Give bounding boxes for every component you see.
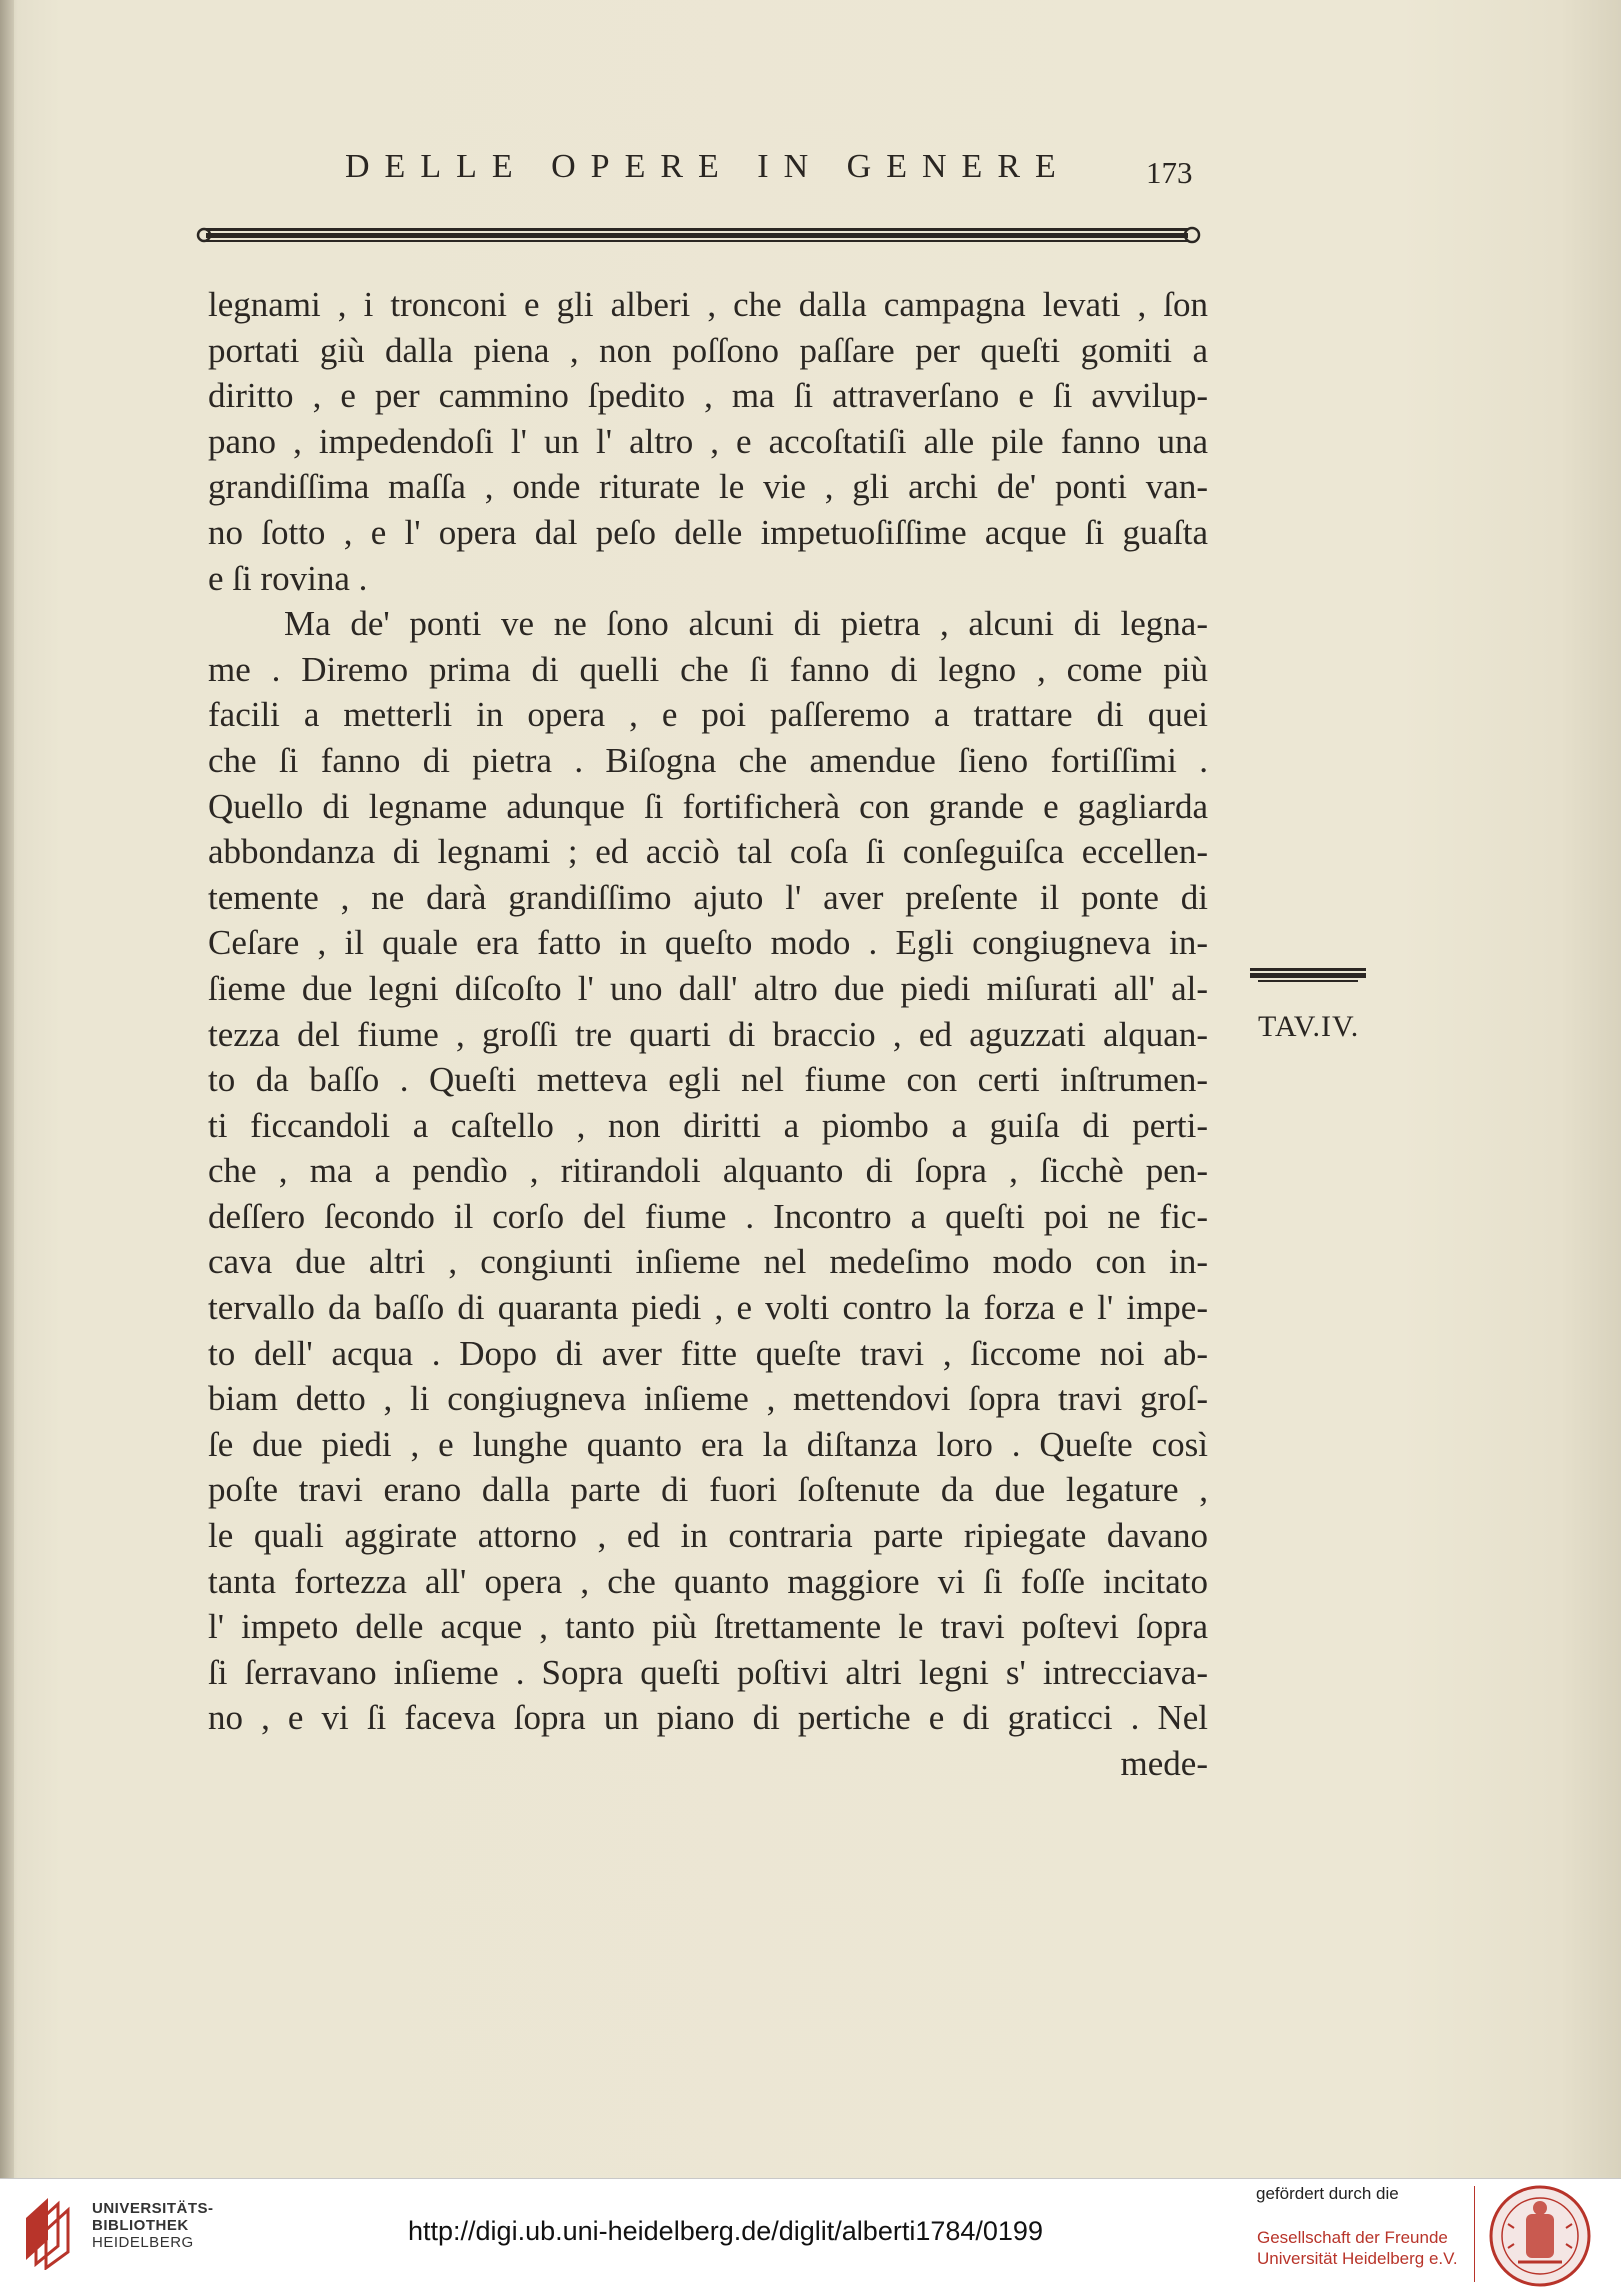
text-line: ſe due piedi , e lunghe quanto era la diſtanza loro . Queſte così xyxy=(208,1424,1208,1464)
footer-divider xyxy=(1474,2186,1475,2282)
sponsor-name-line: Universität Heidelberg e.V. xyxy=(1257,2249,1458,2268)
text-line: grandiſſima maſſa , onde riturate le vie , gli archi de' ponti van- xyxy=(208,467,1208,507)
text-line: pano , impedendoſi l' un l' altro , e accoſtatiſi alle pile fanno una xyxy=(208,421,1208,461)
library-name-line: UNIVERSITÄTS- xyxy=(92,2200,214,2217)
text-line: me . Diremo prima di quelli che ſi fanno di legno , come più xyxy=(208,649,1208,689)
text-line: ſi ſerravano inſieme . Sopra queſti poſtivi altri legni s' intrecciava- xyxy=(208,1652,1208,1692)
page-number: 173 xyxy=(1146,155,1193,190)
text-line: to da baſſo . Queſti metteva egli nel fiume con certi inſtrumen- xyxy=(208,1060,1208,1100)
plate-reference: TAV.IV. xyxy=(1258,1010,1360,1043)
library-name[interactable] xyxy=(92,2200,214,2251)
university-seal-icon xyxy=(1488,2184,1592,2288)
text-line: diritto , e per cammino ſpedito , ma ſi attraverſano e ſi avvilup- xyxy=(208,376,1208,416)
header-rule-ornament xyxy=(196,222,1202,248)
text-line: poſte travi erano dalla parte di fuori ſoſtenute da due legature , xyxy=(208,1470,1208,1510)
text-line: facili a metterli in opera , e poi paſſeremo a trattare di quei xyxy=(208,695,1208,735)
text-line: tezza del fiume , groſſi tre quarti di braccio , ed aguzzati alquan- xyxy=(208,1014,1208,1054)
university-library-logo-icon xyxy=(18,2190,78,2270)
text-line: ſieme due legni diſcoſto l' uno dall' altro due piedi miſurati all' al- xyxy=(208,968,1208,1008)
text-line: Ma de' ponti ve ne ſono alcuni di pietra , alcuni di legna- xyxy=(284,604,1208,644)
text-line: ti ficcandoli a caſtello , non diritti a piombo a guiſa di perti- xyxy=(208,1105,1208,1145)
body-text xyxy=(208,282,1208,1787)
text-line: no , e vi ſi faceva ſopra un piano di pertiche e di graticci . Nel xyxy=(208,1698,1208,1738)
text-line: le quali aggirate attorno , ed in contraria parte ripiegate davano xyxy=(208,1516,1208,1556)
sponsor-name[interactable] xyxy=(1257,2227,1458,2269)
page-spine-shadow xyxy=(0,0,14,2178)
text-line: Quello di legname adunque ſi fortificherà con grande e gagliarda xyxy=(208,786,1208,826)
text-line: temente , ne darà grandiſſimo ajuto l' aver preſente il ponte di xyxy=(208,877,1208,917)
text-line: Ceſare , il quale era fatto in queſto modo . Egli congiugneva in- xyxy=(208,923,1208,963)
text-line: biam detto , li congiugneva inſieme , mettendovi ſopra travi groſ- xyxy=(208,1379,1208,1419)
margin-ornament xyxy=(1248,966,1368,986)
text-line: deſſero ſecondo il corſo del fiume . Incontro a queſti poi ne fic- xyxy=(208,1196,1208,1236)
sponsor-intro: gefördert durch die xyxy=(1256,2184,1399,2203)
text-line: portati giù dalla piena , non poſſono paſſare per queſti gomiti a xyxy=(208,330,1208,370)
text-line: no ſotto , e l' opera dal peſo delle impetuoſiſſime acque ſi guaſta xyxy=(208,512,1208,552)
text-line: che ſi fanno di pietra . Biſogna che amendue ſieno fortiſſimi . xyxy=(208,740,1208,780)
text-line: tervallo da baſſo di quaranta piedi , e volti contro la forza e l' impe- xyxy=(208,1288,1208,1328)
text-line: to dell' acqua . Dopo di aver fitte queſte travi , ſiccome noi ab- xyxy=(208,1333,1208,1373)
permalink-url[interactable]: http://digi.ub.uni-heidelberg.de/diglit/alberti1784/0199 xyxy=(408,2216,1043,2246)
library-name-line: BIBLIOTHEK xyxy=(92,2217,189,2234)
text-line: l' impeto delle acque , tanto più ſtrettamente le travi poſtevi ſopra xyxy=(208,1607,1208,1647)
sponsor-name-line: Gesellschaft der Freunde xyxy=(1257,2228,1448,2247)
text-line: cava due altri , congiunti inſieme nel medeſimo modo con in- xyxy=(208,1242,1208,1282)
library-name-line: HEIDELBERG xyxy=(92,2234,194,2251)
text-line: e ſi rovina . xyxy=(208,558,368,598)
text-line: abbondanza di legnami ; ed acciò tal coſa ſi conſeguiſca eccellen- xyxy=(208,832,1208,872)
catchword: mede- xyxy=(1120,1744,1208,1783)
text-line: tanta fortezza all' opera , che quanto maggiore vi ſi foſſe incitato xyxy=(208,1561,1208,1601)
running-head: DELLE OPERE IN GENERE xyxy=(345,148,1071,185)
text-line: che , ma a pendìo , ritirandoli alquanto di ſopra , ſicchè pen- xyxy=(208,1151,1208,1191)
text-line: legnami , i tronconi e gli alberi , che dalla campagna levati , ſon xyxy=(208,285,1208,324)
